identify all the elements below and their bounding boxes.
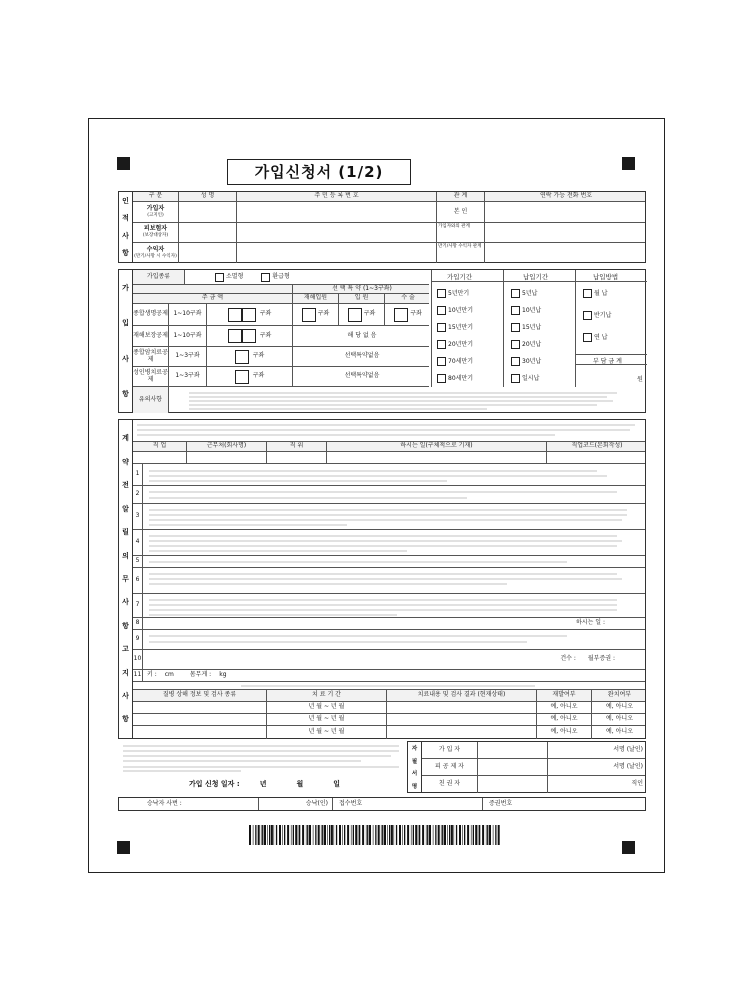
signature-row-guardian: 친 권 자 직인 <box>422 776 645 793</box>
barcode-bar <box>253 825 254 845</box>
barcode-bar <box>396 825 397 845</box>
barcode-bar <box>313 825 314 845</box>
insured-sign-name[interactable] <box>478 759 548 775</box>
barcode-bar <box>321 825 322 845</box>
barcode-bar <box>359 825 360 845</box>
barcode-bar <box>302 825 304 845</box>
question-3: 3 <box>133 504 645 530</box>
beneficiary-id-field[interactable] <box>237 243 437 263</box>
barcode-bar <box>444 825 446 845</box>
barcode-bar <box>262 825 263 845</box>
disclosure-section <box>118 419 646 739</box>
barcode-bar <box>329 825 330 845</box>
barcode-bar <box>429 825 431 845</box>
barcode-bar <box>402 825 403 845</box>
period-80age-checkbox[interactable] <box>437 374 446 383</box>
barcode-bar <box>467 825 469 845</box>
question-9: 9 <box>133 630 645 650</box>
policyholder-phone-field[interactable] <box>485 202 647 222</box>
barcode-bar <box>342 825 343 845</box>
barcode-bar <box>387 825 388 845</box>
barcode-bar <box>459 825 461 845</box>
barcode-bar <box>433 825 434 845</box>
barcode-bar <box>413 825 414 845</box>
barcode-bar <box>411 825 412 845</box>
approval-strip: 승낙자 사번 : 승낙(인) 접수번호 증권번호 <box>118 797 646 811</box>
question-5: 5 <box>133 556 645 568</box>
beneficiary-name-field[interactable] <box>179 243 237 263</box>
period-10y-checkbox[interactable] <box>437 306 446 315</box>
question-8: 8 하시는 일 : <box>133 618 645 630</box>
illness-name-field[interactable] <box>133 702 267 713</box>
barcode-bar <box>362 825 364 845</box>
barcode-bar <box>347 825 349 845</box>
barcode-bar <box>358 825 359 845</box>
barcode-bar <box>493 825 494 845</box>
policyholder-id-field[interactable] <box>237 202 437 222</box>
barcode-bar <box>498 825 500 845</box>
product-row-accident: 재해보장공제 1~10구좌 구좌 해 당 없 음 <box>133 326 429 347</box>
barcode-bar <box>451 825 453 845</box>
barcode-bar <box>427 825 428 845</box>
barcode-bar <box>293 825 294 845</box>
barcode-bar <box>276 825 277 845</box>
beneficiary-phone-field[interactable] <box>485 243 647 263</box>
barcode-bar <box>464 825 465 845</box>
barcode <box>249 825 501 845</box>
question-1: 1 <box>133 464 645 486</box>
period-15y-checkbox[interactable] <box>437 323 446 332</box>
disclosure-side-label: 계 약 전 알 릴 의 무 사 항 고 지 사 항 <box>119 420 133 738</box>
life-special-hospital-box[interactable] <box>348 308 362 322</box>
insured-relation-field[interactable]: 가입자와의 관계 <box>437 223 485 242</box>
registration-mark-top-right <box>622 157 635 170</box>
question-7: 7 <box>133 594 645 618</box>
pay-20y-checkbox[interactable] <box>511 340 520 349</box>
barcode-bar <box>355 825 357 845</box>
barcode-bar <box>264 825 266 845</box>
barcode-bar <box>324 825 326 845</box>
barcode-bar <box>336 825 337 845</box>
signature-row-insured: 피 공 제 자 서명 (날인) <box>422 759 645 776</box>
job-header-row: 직 업 근무처(회사명) 직 위 하시는 일(구체적으로 기재) 직업코드(본회작성) <box>133 442 645 452</box>
method-halfyear-checkbox[interactable] <box>583 311 592 320</box>
barcode-bar <box>331 825 333 845</box>
barcode-bar <box>351 825 352 845</box>
pay-5y-checkbox[interactable] <box>511 289 520 298</box>
barcode-bar <box>287 825 289 845</box>
beneficiary-relation-field[interactable]: 만기/사망 수익자 관계 <box>437 243 485 263</box>
period-5y-checkbox[interactable] <box>437 289 446 298</box>
barcode-bar <box>373 825 374 845</box>
form-title: 가입신청서 (1/2) <box>227 159 411 185</box>
barcode-bar <box>456 825 457 845</box>
guardian-sign-name[interactable] <box>478 776 548 793</box>
position-field[interactable] <box>267 452 327 463</box>
barcode-bar <box>473 825 474 845</box>
barcode-bar <box>366 825 367 845</box>
life-units-box-1[interactable] <box>228 308 242 322</box>
barcode-bar <box>255 825 256 845</box>
kind-extinction-checkbox[interactable] <box>215 273 224 282</box>
job-code-field[interactable] <box>547 452 647 463</box>
barcode-bar <box>375 825 376 845</box>
barcode-bar <box>391 825 393 845</box>
barcode-bar <box>435 825 436 845</box>
life-units-box-2[interactable] <box>242 308 256 322</box>
signature-row-policyholder: 가 입 자 서명 (날인) <box>422 742 645 759</box>
kind-refund-checkbox[interactable] <box>261 273 270 282</box>
barcode-bar <box>449 825 450 845</box>
question-4: 4 <box>133 530 645 556</box>
question-11: 11 키 : cm 몸무게 : kg <box>133 670 645 682</box>
barcode-bar <box>441 825 442 845</box>
disclosure-intro-text <box>135 422 640 440</box>
barcode-bar <box>269 825 270 845</box>
method-yearly-checkbox[interactable] <box>583 333 592 342</box>
barcode-bar <box>249 825 251 845</box>
insured-row: 피보험자 (보장대상자) 가입자와의 관계 <box>133 223 645 243</box>
barcode-bar <box>479 825 480 845</box>
period-20y-checkbox[interactable] <box>437 340 446 349</box>
barcode-bar <box>344 825 345 845</box>
barcode-bar <box>426 825 427 845</box>
barcode-bar <box>306 825 307 845</box>
insured-phone-field[interactable] <box>485 223 647 242</box>
barcode-bar <box>381 825 382 845</box>
barcode-bar <box>471 825 472 845</box>
barcode-bar <box>258 825 260 845</box>
insured-id-field[interactable] <box>237 223 437 242</box>
registration-mark-top-left <box>117 157 130 170</box>
barcode-bar <box>478 825 479 845</box>
barcode-bar <box>384 825 386 845</box>
barcode-bar <box>369 825 371 845</box>
barcode-bar <box>378 825 380 845</box>
registration-mark-bottom-left <box>117 841 130 854</box>
beneficiary-row: 수익자 (만기/사망 시 수익자) 만기/사망 수익자 관계 <box>133 243 645 263</box>
illness-row: 년 월 ~ 년 월 예, 아니오 예, 아니오 <box>133 702 645 714</box>
illness-row: 년 월 ~ 년 월 예, 아니오 예, 아니오 <box>133 714 645 726</box>
barcode-bar <box>267 825 268 845</box>
barcode-bar <box>322 825 323 845</box>
life-special-accident-box[interactable] <box>302 308 316 322</box>
application-form-page: 가입신청서 (1/2) 인 적 사 항 구 분 성 명 주 민 등 록 번 호 관 계 연락 가능 전화 번호 가입자 (고지인) 본 인 피보험자 (보장대상자) 가입자와의 관계 수익자 (만기/사망 시 수익자) 만기/사망 수익자 관계 가 입 사 항 가입종류 소멸형 환급형 선 택 특 약 (1~3구좌) 주 금 액 재해입원 입 원 수 술 종합생명공제 1~10구좌 구좌 구좌 구좌 구좌 재해보장공제 1~10구좌 구좌 해 당 없 음 종합암치료공제 1~3구좌 구좌 선택특약없음 성인병치료공제 1~3구좌 구좌 선택특약없음 유의사항 가입기간 납입기간 납입방법 5년만기 10년만기 15년만기 20년만기 70세만기 80세만기 5년납 10년납 15년납 20년납 30년납 일시납 월 납 반기납 연 납 부 담 금 계 원 계 약 전 알 릴 의 무 사 항 고 지 사 항 직 업 근무처(회사명) 직 위 하시는 일(구체적으로 기재) 직업코드(본회작성) 1 2 3 4 5 6 7 8 하시는 일 : 9 10 건수 : 월부증권 : 11 키 : cm 몸무게 : kg 질병 상해 정보 및 검사 종류 치 료 기 간 치료내용 및 검사 결과 (현재상태) 재발여부 완치여부 년 월 ~ 년 월 예, 아니오 예, 아니오 년 월 ~ 년 월 예, 아니오 예, 아니오 년 월 ~ 년 월 예, 아니오 예, 아니오 가입 신청 일자 : 년 월 일 자 필 서 명 가 입 자 서명 (날인) 피 공 제 자 서명 (날인) 친 권 자 직인 승낙자 사번 : 승낙(인) 접수번호 증권번호 <box>88 118 665 873</box>
barcode-bar <box>394 825 395 845</box>
barcode-bar <box>339 825 341 845</box>
product-row-life: 종합생명공제 1~10구좌 구좌 구좌 구좌 구좌 <box>133 304 429 326</box>
barcode-bar <box>274 825 275 845</box>
illness-result-field[interactable] <box>387 726 537 739</box>
barcode-bar <box>454 825 455 845</box>
question-6: 6 <box>133 568 645 594</box>
barcode-bar <box>399 825 401 845</box>
barcode-bar <box>315 825 316 845</box>
barcode-bar <box>482 825 484 845</box>
illness-name-field[interactable] <box>133 726 267 739</box>
barcode-bar <box>495 825 496 845</box>
accident-units-box-1[interactable] <box>228 329 242 343</box>
illness-header-row: 질병 상해 정보 및 검사 종류 치 료 기 간 치료내용 및 검사 결과 (현재상태) 재발여부 완치여부 <box>133 690 645 702</box>
barcode-bar <box>279 825 281 845</box>
notice-row: 유의사항 <box>133 387 645 413</box>
insured-name-field[interactable] <box>179 223 237 242</box>
barcode-bar <box>295 825 297 845</box>
illness-result-field[interactable] <box>387 702 537 713</box>
question-10: 10 건수 : 월부증권 : <box>133 650 645 670</box>
job-field[interactable] <box>133 452 187 463</box>
notice-fine-print <box>187 390 627 410</box>
barcode-bar <box>282 825 283 845</box>
barcode-bar <box>334 825 335 845</box>
barcode-bar <box>487 825 488 845</box>
barcode-bar <box>462 825 463 845</box>
barcode-bar <box>419 825 420 845</box>
barcode-bar <box>382 825 383 845</box>
pay-lump-sum-checkbox[interactable] <box>511 374 520 383</box>
barcode-bar <box>442 825 443 845</box>
workplace-field[interactable] <box>187 452 267 463</box>
barcode-bar <box>415 825 417 845</box>
barcode-bar <box>327 825 328 845</box>
illness-name-field[interactable] <box>133 714 267 725</box>
method-monthly-checkbox[interactable] <box>583 289 592 298</box>
policyholder-sign-name[interactable] <box>478 742 548 758</box>
signature-notes-text <box>121 743 403 773</box>
barcode-bar <box>261 825 262 845</box>
pay-10y-checkbox[interactable] <box>511 306 520 315</box>
personal-info-header-row: 구 분 성 명 주 민 등 록 번 호 관 계 연락 가능 전화 번호 <box>133 192 645 202</box>
barcode-bar <box>307 825 308 845</box>
product-row-adult-disease: 성인병치료공제 1~3구좌 구좌 선택특약없음 <box>133 367 429 387</box>
barcode-bar <box>318 825 320 845</box>
question-2: 2 <box>133 486 645 504</box>
personal-info-side-label: 인 적 사 항 <box>119 192 133 262</box>
barcode-bar <box>475 825 477 845</box>
adult-units-box[interactable] <box>235 370 249 384</box>
barcode-bar <box>284 825 285 845</box>
barcode-bar <box>422 825 424 845</box>
period-70age-checkbox[interactable] <box>437 357 446 366</box>
life-special-surgery-box[interactable] <box>394 308 408 322</box>
signature-box: 자 필 서 명 가 입 자 서명 (날인) 피 공 제 자 서명 (날인) 친 권 자 직인 <box>407 741 646 793</box>
barcode-bar <box>404 825 405 845</box>
illness-row: 년 월 ~ 년 월 예, 아니오 예, 아니오 <box>133 726 645 739</box>
job-input-row <box>133 452 645 464</box>
pay-15y-checkbox[interactable] <box>511 323 520 332</box>
barcode-bar <box>299 825 300 845</box>
job-description-field[interactable] <box>327 452 547 463</box>
barcode-bar <box>309 825 311 845</box>
barcode-bar <box>486 825 487 845</box>
barcode-bar <box>298 825 299 845</box>
registration-mark-bottom-right <box>622 841 635 854</box>
barcode-bar <box>389 825 390 845</box>
policyholder-name-field[interactable] <box>179 202 237 222</box>
barcode-bar <box>367 825 368 845</box>
barcode-bar <box>353 825 354 845</box>
pay-30y-checkbox[interactable] <box>511 357 520 366</box>
barcode-bar <box>438 825 440 845</box>
barcode-bar <box>418 825 419 845</box>
enrollment-side-label: 가 입 사 항 <box>119 270 133 412</box>
accident-units-box-2[interactable] <box>242 329 256 343</box>
barcode-bar <box>271 825 273 845</box>
enrollment-section: 가 입 사 항 가입종류 소멸형 환급형 선 택 특 약 (1~3구좌) 주 금 액 재해입원 입 원 수 술 종합생명공제 1~10구좌 구좌 구좌 구좌 구좌 재해보장공제 1~10구좌 구좌 해 당 없 음 종합암치료공제 1~3구좌 구좌 선택특약없음 성인병치료공제 1~3구좌 구좌 선택특약없음 유의사항 가입기간 납입기간 납입방법 5년만기 10년만기 15년만기 20년만기 70세만기 80세만기 5년납 10년납 15년납 20년납 30년납 일시납 월 납 반기납 연 납 부 담 금 계 원 <box>118 269 646 413</box>
policyholder-row: 가입자 (고지인) 본 인 <box>133 202 645 223</box>
personal-info-section <box>118 191 646 263</box>
illness-result-field[interactable] <box>387 714 537 725</box>
product-row-cancer: 종합암치료공제 1~3구좌 구좌 선택특약없음 <box>133 347 429 367</box>
barcode-bar <box>407 825 409 845</box>
barcode-bar <box>489 825 491 845</box>
barcode-bar <box>291 825 292 845</box>
cancer-units-box[interactable] <box>235 350 249 364</box>
barcode-bar <box>447 825 448 845</box>
